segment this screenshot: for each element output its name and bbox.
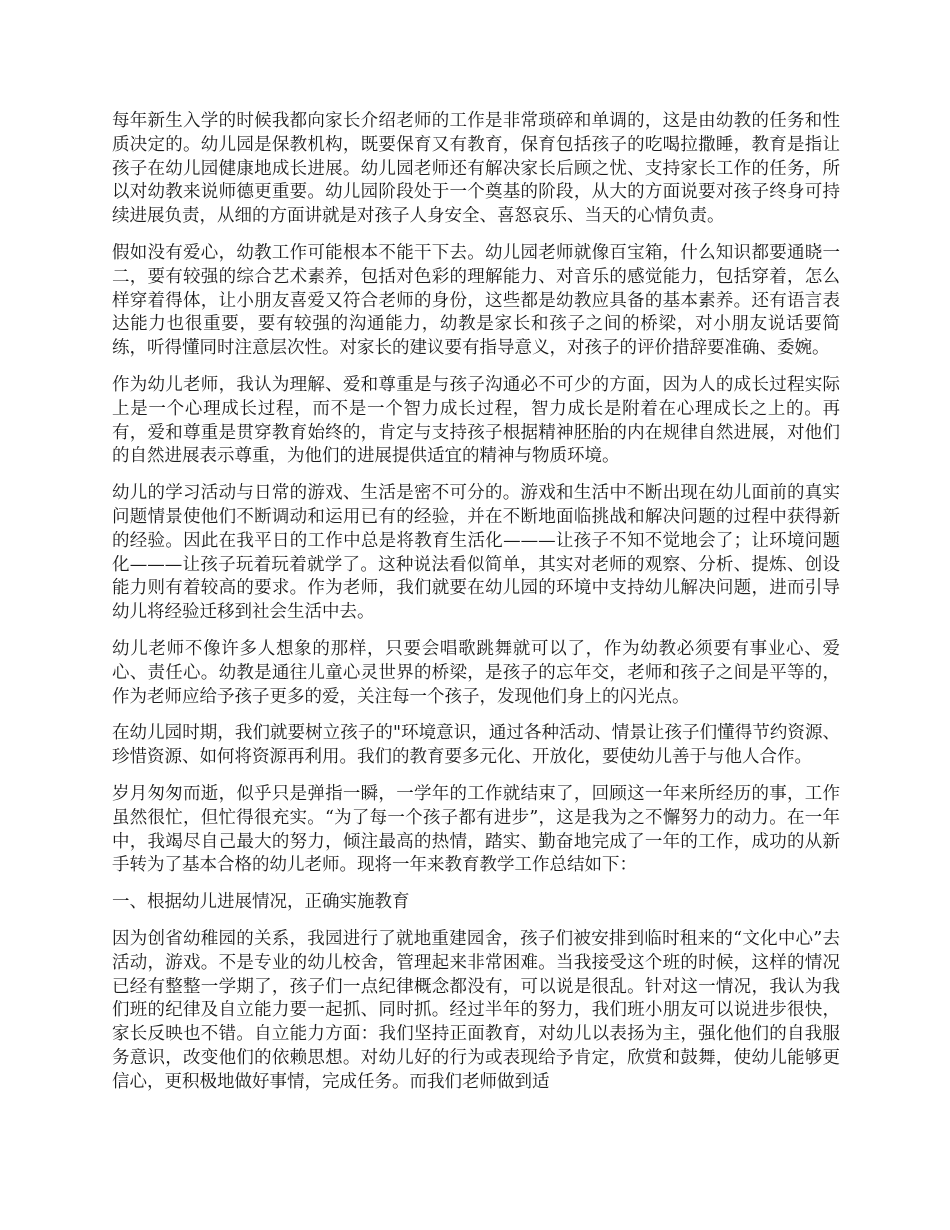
document-body [112, 110, 840, 1107]
section-heading: 一、根据幼儿进展情况，正确实施教育 [112, 892, 410, 913]
paragraph-1: 每年新生入学的时候我都向家长介绍老师的工作是非常琐碎和单调的，这是由幼教的任务和性质决定的。幼儿园是保教机构，既要保育又有教育，保育包括孩子的吃喝拉撒睡，教育是指让孩子在幼儿园健康地成长进展。幼儿园老师还有解决家长后顾之忧、支持家长工作的任务，所以对幼教来说师德更重要。幼儿园阶段处于一个奠基的阶段，从大的方面说要对孩子终身可持续进展负责，从细的方面讲就是对孩子人身安全、喜怒哀乐、当天的心情负责。 [112, 111, 840, 227]
paragraph-2: 假如没有爱心，幼教工作可能根本不能干下去。幼儿园老师就像百宝箱，什么知识都要通晓一二，要有较强的综合艺术素养，包括对色彩的理解能力、对音乐的感觉能力，包括穿着，怎么样穿着得体，让小朋友喜爱又符合老师的身份，这些都是幼教应具备的基本素养。还有语言表达能力也很重要，要有较强的沟通能力，幼教是家长和孩子之间的桥梁，对小朋友说话要简练，听得懂同时注意层次性。对家长的建议要有指导意义，对孩子的评价措辞要准确、委婉。 [112, 242, 840, 359]
paragraph-5: 幼儿老师不像许多人想象的那样，只要会唱歌跳舞就可以了，作为幼教必须要有事业心、爱心、责任心。幼教是通往儿童心灵世界的桥梁，是孩子的忘年交，老师和孩子之间是平等的，作为老师应给予孩子更多的爱，关注每一个孩子，发现他们身上的闪光点。 [112, 638, 840, 707]
paragraph-6: 在幼儿园时期，我们就要树立孩子的"环境意识，通过各种活动、情景让孩子们懂得节约资源、珍惜资源、如何将资源再利用。我们的教育要多元化、开放化，要使幼儿善于与他人合作。 [112, 723, 840, 768]
paragraph-4: 幼儿的学习活动与日常的游戏、生活是密不可分的。游戏和生活中不断出现在幼儿面前的真实问题情景使他们不断调动和运用已有的经验，并在不断地面临挑战和解决问题的过程中获得新的经验。因此在我平日的工作中总是将教育生活化———让孩子不知不觉地会了；让环境问题化———让孩子玩着玩着就学了。这种说法看似简单，其实对老师的观察、分析、提炼、创设能力则有着较高的要求。作为老师，我们就要在幼儿园的环境中支持幼儿解决问题，进而引导幼儿将经验迁移到社会生活中去。 [112, 483, 840, 623]
section-paragraph: 因为创省幼稚园的关系，我园进行了就地重建园舍，孩子们被安排到临时租来的“文化中心”去活动，游戏。不是专业的幼儿校舍，管理起来非常困难。当我接受这个班的时候，这样的情况已经有整整一学期了，孩子们一点纪律概念都没有，可以说是很乱。针对这一情况，我认为我们班的纪律及自立能力要一起抓、同时抓。经过半年的努力，我们班小朋友可以说进步很快，家长反映也不错。自立能力方面：我们坚持正面教育，对幼儿以表扬为主，强化他们的自我服务意识，改变他们的依赖思想。对幼儿好的行为或表现给予肯定，欣赏和鼓舞，使幼儿能够更信心，更积极地做好事情，完成任务。而我们老师做到适 [112, 928, 840, 1092]
paragraph-3: 作为幼儿老师，我认为理解、爱和尊重是与孩子沟通必不可少的方面，因为人的成长过程实际上是一个心理成长过程，而不是一个智力成长过程，智力成长是附着在心理成长之上的。再有，爱和尊重是贯穿教育始终的，肯定与支持孩子根据精神胚胎的内在规律自然进展，对他们的自然进展表示尊重，为他们的进展提供适宜的精神与物质环境。 [112, 374, 840, 467]
paragraph-7: 岁月匆匆而逝，似乎只是弹指一瞬，一学年的工作就结束了，回顾这一年来所经历的事，工作虽然很忙，但忙得很充实。“为了每一个孩子都有进步”，这是我为之不懈努力的动力。在一年中，我竭尽自己最大的努力，倾注最高的热情，踏实、勤奋地完成了一年的工作，成功的从新手转为了基本合格的幼儿老师。现将一年来教育教学工作总结如下： [112, 783, 840, 876]
